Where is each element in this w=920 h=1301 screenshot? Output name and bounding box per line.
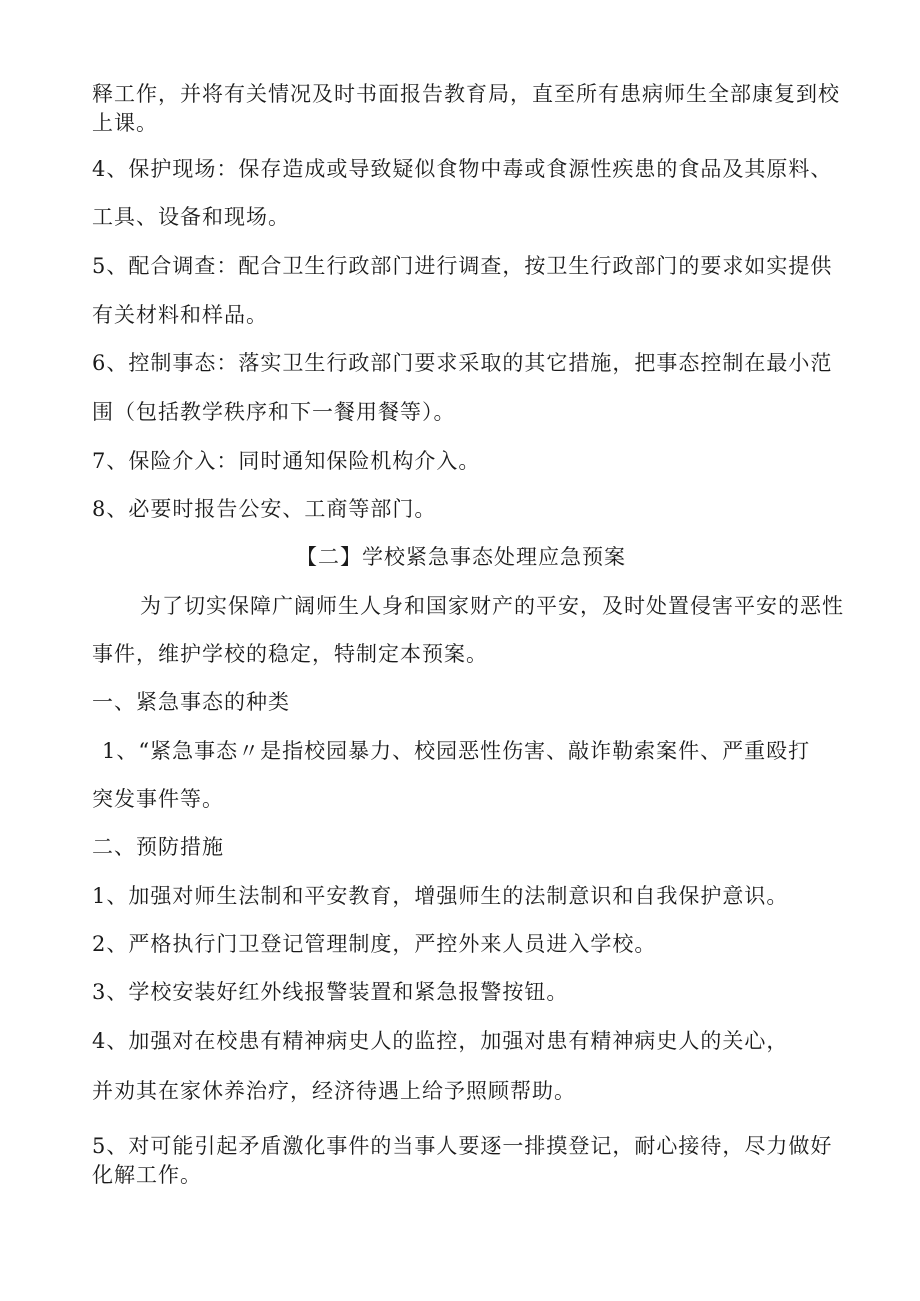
measure-1: 1、加强对师生法制和平安教育，增强师生的法制意识和自我保护意识。 — [92, 884, 789, 908]
text-line-8: 围（包括教学秩序和下一餐用餐等）。 — [92, 400, 456, 424]
text-line-2: 上课。 — [92, 111, 158, 135]
measure-5-line-2: 化解工作。 — [92, 1163, 202, 1187]
measure-4-line-2: 并劝其在家休养治疗，经济待遇上给予照顾帮助。 — [92, 1079, 576, 1103]
intro-paragraph-line-1: 为了切实保障广阔师生人身和国家财产的平安，及时处置侵害平安的恶性 — [140, 594, 844, 618]
section-1-heading: 一、紧急事态的种类 — [92, 690, 290, 714]
item-6-control-situation: 6、控制事态：落实卫生行政部门要求采取的其它措施，把事态控制在最小范 — [92, 351, 833, 375]
item-5-cooperate-investigation: 5、配合调查：配合卫生行政部门进行调查，按卫生行政部门的要求如实提供 — [92, 254, 833, 278]
measure-2: 2、严格执行门卫登记管理制度，严控外来人员进入学校。 — [92, 932, 657, 956]
measure-5-line-1: 5、对可能引起矛盾激化事件的当事人要逐一排摸登记，耐心接待，尽力做好 — [92, 1134, 833, 1158]
definition-line-1: 1、“紧急事态〃是指校园暴力、校园恶性伤害、敲诈勒索案件、严重殴打 — [102, 739, 811, 763]
text-line-1: 释工作，并将有关情况及时书面报告教育局，直至所有患病师生全部康复到校 — [92, 82, 840, 106]
section-2-heading: 二、预防措施 — [92, 835, 224, 859]
measure-4-line-1: 4、加强对在校患有精神病史人的监控，加强对患有精神病史人的关心， — [92, 1029, 789, 1053]
measure-3: 3、学校安装好红外线报警装置和紧急报警按钮。 — [92, 980, 569, 1004]
item-8-report-police: 8、必要时报告公安、工商等部门。 — [92, 497, 437, 521]
item-7-insurance: 7、保险介入：同时通知保险机构介入。 — [92, 449, 481, 473]
definition-line-2: 突发事件等。 — [92, 787, 224, 811]
text-line-6: 有关材料和样品。 — [92, 303, 268, 327]
section-heading: 【二】学校紧急事态处理应急预案 — [296, 545, 626, 569]
intro-paragraph-line-2: 事件，维护学校的稳定，特制定本预案。 — [92, 642, 488, 666]
text-line-4: 工具、设备和现场。 — [92, 205, 290, 229]
item-4-protect-scene: 4、保护现场：保存造成或导致疑似食物中毒或食源性疾患的食品及其原料、 — [92, 157, 833, 181]
